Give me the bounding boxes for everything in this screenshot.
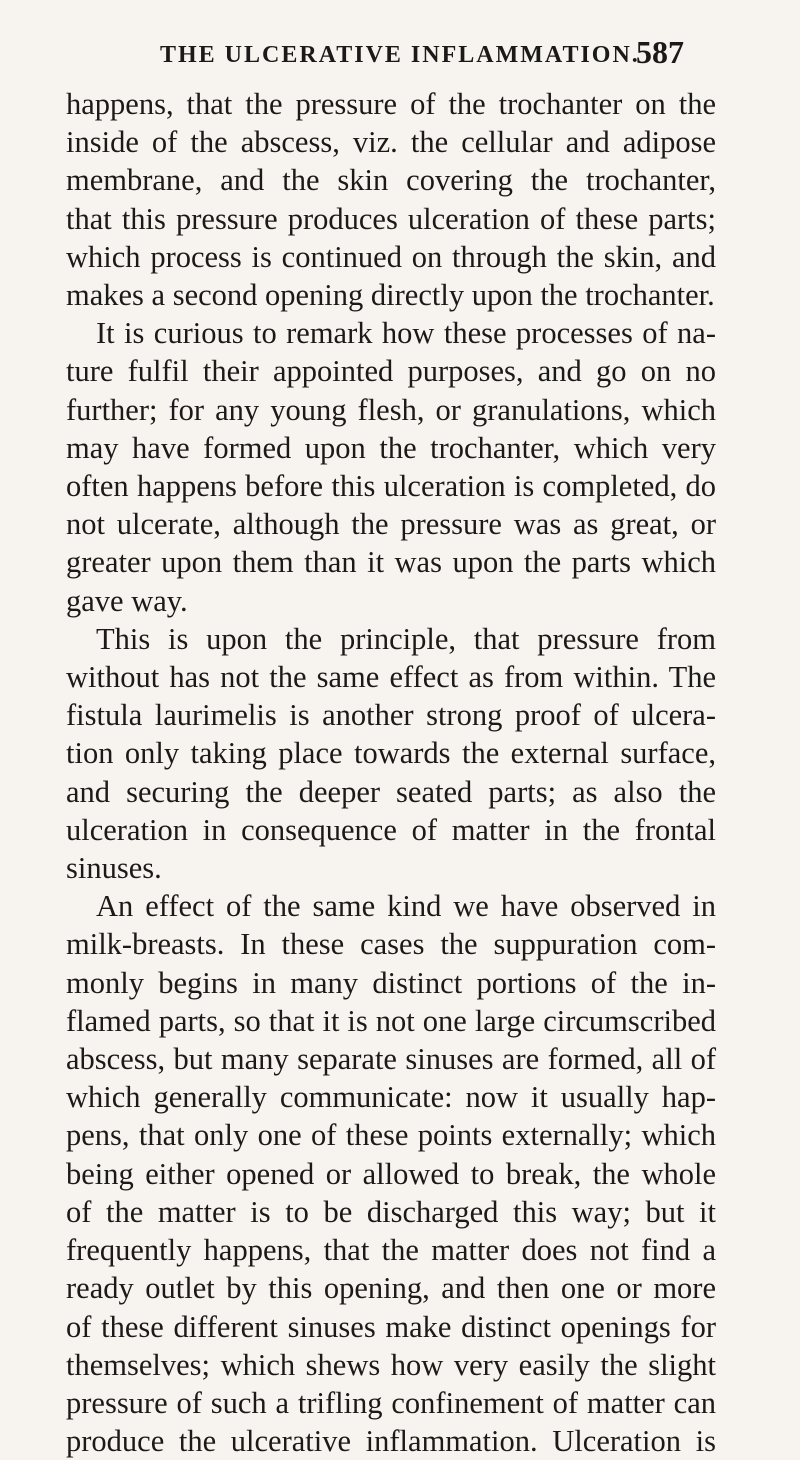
text-line: of the matter is to be discharged this way; but it [66,1194,716,1229]
text-line: without has not the same effect as from within. The [66,660,716,695]
text-line: that this pressure produces ulceration of these parts; [66,201,716,236]
text-line: often happens before this ulceration is completed, do [66,469,716,504]
text-line: It is curious to remark how these processes of na- [96,316,716,351]
text-line: membrane, and the skin covering the trochanter, [66,163,716,198]
text-line: abscess, but many separate sinuses are formed, all of [66,1042,716,1077]
text-line: happens, that the pressure of the trochanter on the [66,87,716,121]
text-line: further; for any young flesh, or granulations, which [66,392,716,427]
text-line: ture fulfil their appointed purposes, and go on no [66,354,716,389]
page-header [0,34,800,78]
text-line: and securing the deeper seated parts; as also the [66,774,716,809]
text-line: not ulcerate, although the pressure was as great, or [66,507,716,542]
body-text [66,85,716,1460]
text-line: tion only taking place towards the external surface, [66,736,716,771]
text-line: ulceration in consequence of matter in the frontal [66,812,716,847]
text-line: monly begins in many distinct portions of the in- [66,965,716,1000]
text-line: produce the ulcerative inflammation. Ulceration is [66,1424,716,1459]
text-line: greater upon them than it was upon the parts which [66,545,716,580]
text-line: gave way. [66,583,188,618]
text-line: pressure of such a trifling confinement of matter can [66,1385,716,1420]
text-line: which process is continued on through the skin, and [66,239,716,274]
text-line: frequently happens, that the matter does not find a [66,1233,716,1268]
text-line: flamed parts, so that it is not one large circumscribed [66,1003,716,1038]
text-line: themselves; which shews how very easily the slight [66,1347,716,1382]
page-number: 587 [636,34,684,70]
text-line: milk-breasts. In these cases the suppuration com- [66,927,716,962]
text-line: pens, that only one of these points externally; which [66,1118,716,1153]
text-line: which generally communicate: now it usually hap- [66,1080,716,1115]
text-line: This is upon the principle, that pressure from [96,621,716,656]
text-line: sinuses. [66,851,162,886]
text-line: of these different sinuses make distinct openings for [66,1309,716,1344]
running-title: THE ULCERATIVE INFLAMMATION. [160,42,640,68]
text-line: makes a second opening directly upon the trochanter. [66,278,715,313]
text-line: ready outlet by this opening, and then one or more [66,1271,716,1306]
text-line: being either opened or allowed to break, the whole [66,1156,716,1191]
text-line: inside of the abscess, viz. the cellular and adipose [66,125,716,160]
text-line: may have formed upon the trochanter, which very [66,430,716,465]
text-line: fistula laurimelis is another strong proof of ulcera- [66,698,716,733]
text-line: An effect of the same kind we have observed in [96,889,716,924]
